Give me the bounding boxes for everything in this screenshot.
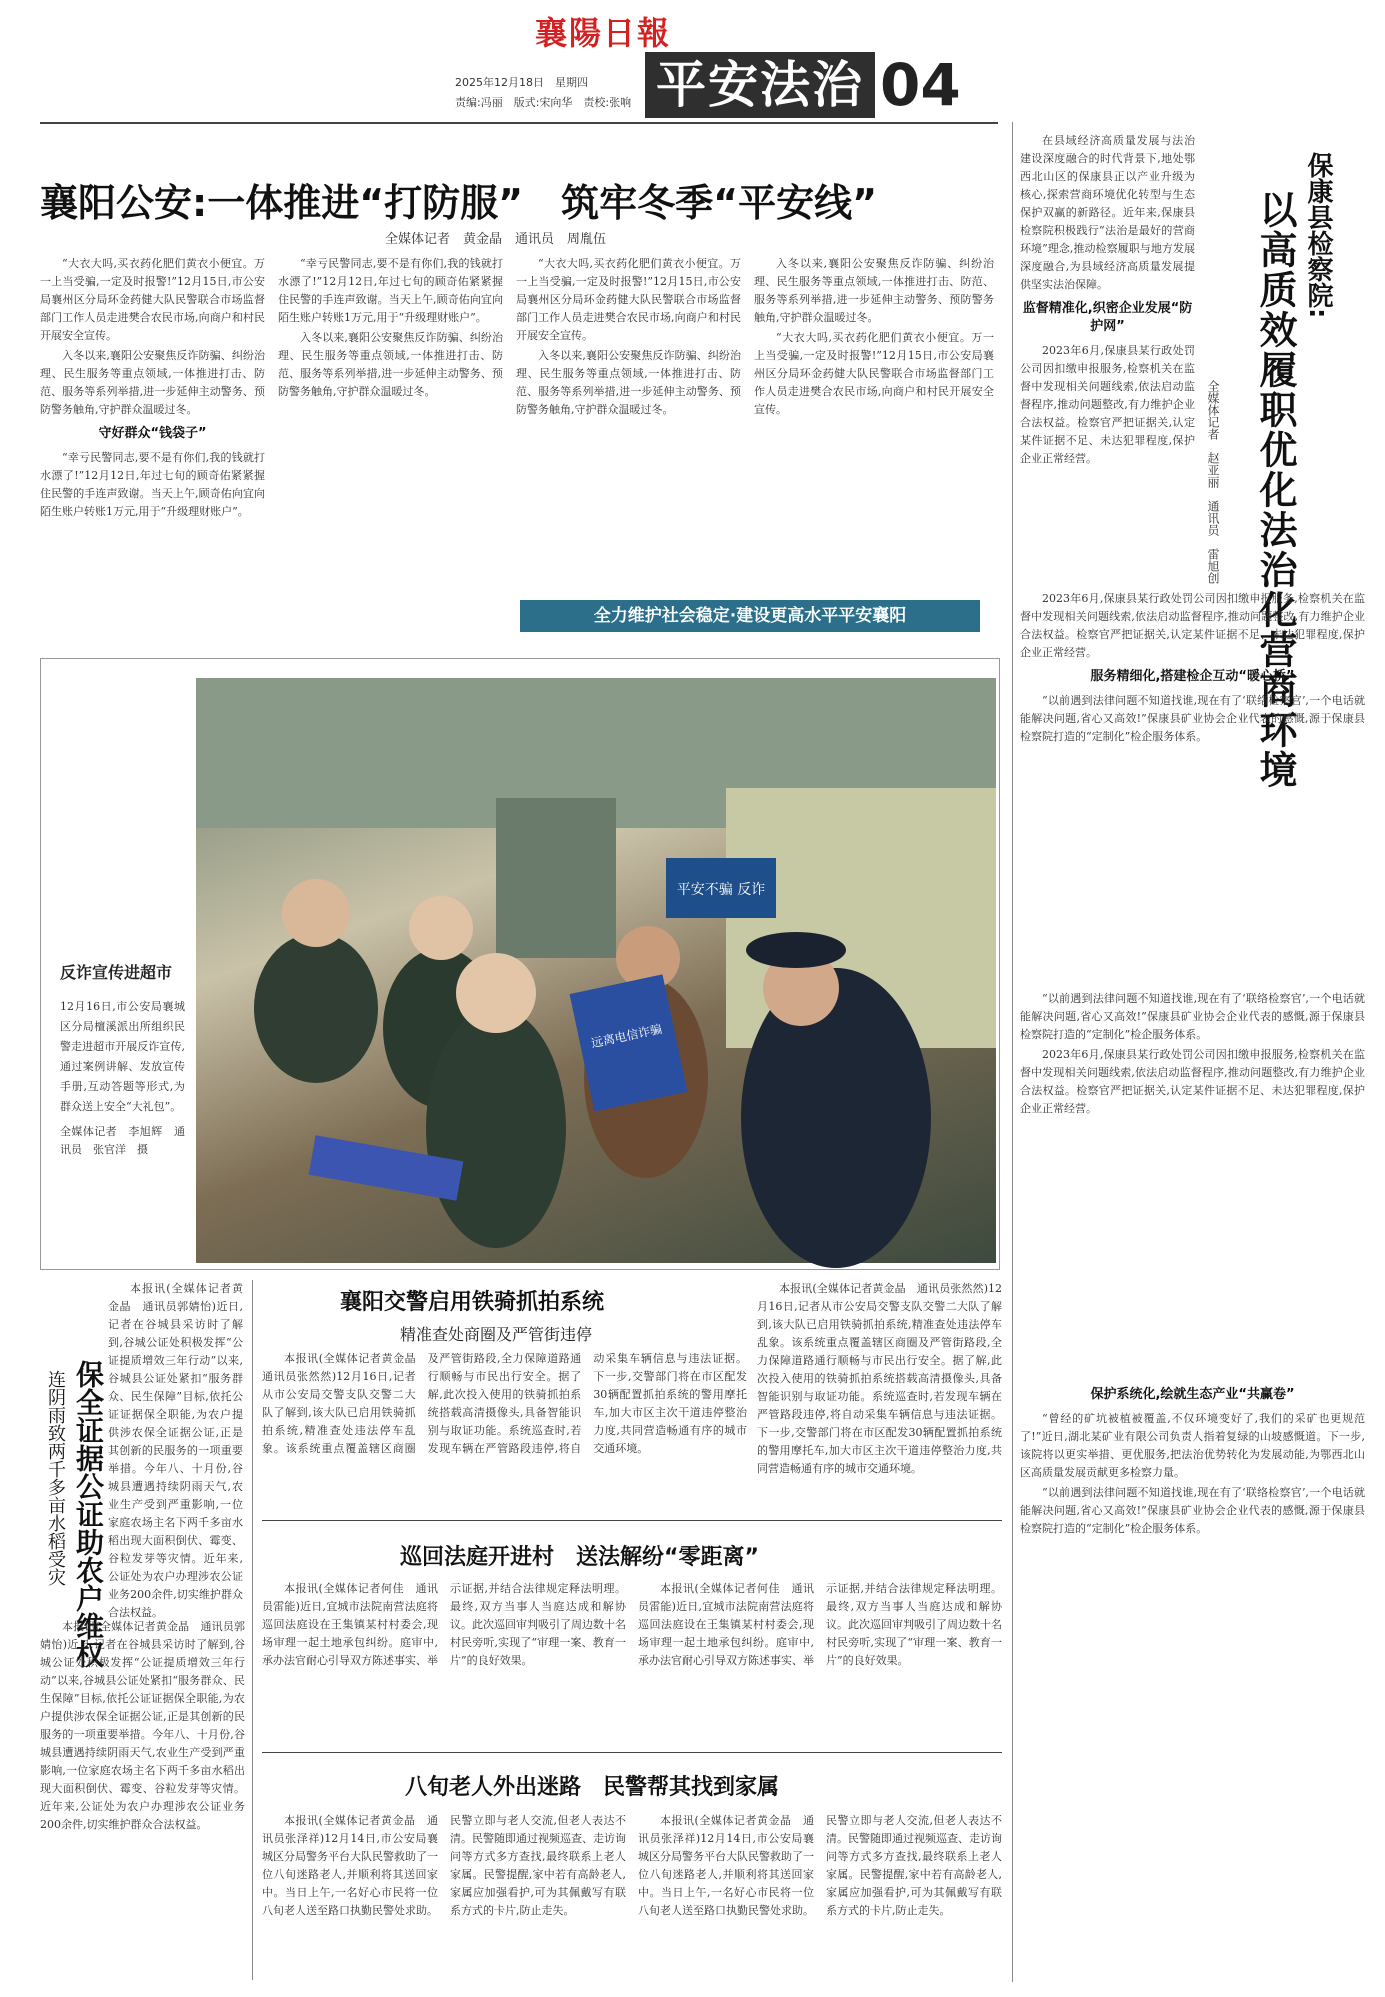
page-number: 04	[880, 51, 961, 119]
lead-paragraph: 入冬以来,襄阳公安聚焦反诈防骗、纠纷治理、民生服务等重点领域,一体推进打击、防范、服务等系列举措,进一步延伸主动警务、预防警务触角,守护群众温暖过冬。	[754, 257, 994, 324]
right-feature-paragraph: “曾经的矿坑被植被覆盖,不仅环境变好了,我们的采矿也更规范了!”近日,湖北某矿业有限公司负责人指着复绿的山坡感慨道。下一步,该院将以更实举措、更优服务,把法治优势转化为发展动能,为鄂西北山区高质量发展贡献更多检察力量。	[1020, 1412, 1365, 1479]
lead-headline: 襄阳公安:一体推进“打防服” 筑牢冬季“平安线”	[40, 181, 878, 225]
right-feature-subhead: 监督精准化,织密企业发展“防护网”	[1022, 301, 1193, 334]
lead-paragraph: “大衣大吗,买衣药化肥们黄衣小便宜。万一上当受骗,一定及时报警!”12月15日,市公安局襄州区分局环金药健大队民警联合市场监督部门工作人员走进樊合农民市场,向商户和村民开展安全宣传。	[754, 331, 994, 416]
right-feature-paragraph: 2023年6月,保康县某行政处罚公司因扣缴申报服务,检察机关在监督中发现相关问题线索,依法启动监督程序,推动问题整改,有力维护企业合法权益。检察官严把证据关,认定某件证据不足、未达犯罪程度,保护企业正常经营。	[1020, 1048, 1365, 1115]
issue-date: 2025年12月18日 星期四	[455, 76, 588, 89]
person	[254, 933, 378, 1083]
lead-paragraph: 入冬以来,襄阳公安聚焦反诈防骗、纠纷治理、民生服务等重点领域,一体推进打击、防范、服务等系列举措,进一步延伸主动警务、预防警务触角,守护群众温暖过冬。	[516, 349, 741, 416]
elderly-paragraph: 本报讯(全媒体记者黄金晶 通讯员张泽祥)12月14日,市公安局襄城区分局警务平台大队民警救助了一位八旬迷路老人,并顺利将其送回家中。当日上午,一名好心市民将一位八旬老人送至路口执勤民警处求助。民警立即与老人交流,但老人表达不清。民警随即通过视频巡查、走访询问等方式多方查找,最终联系上老人家属。民警提醒,家中若有高龄老人,家属应加强看护,可为其佩戴写有联系方式的卡片,防止走失。	[262, 1814, 626, 1917]
right-feature-byline: 全媒体记者 赵亚丽 通讯员 雷旭创	[1206, 380, 1220, 584]
lead-paragraph: 入冬以来,襄阳公安聚焦反诈防骗、纠纷治理、民生服务等重点领域,一体推进打击、防范、服务等系列举措,进一步延伸主动警务、预防警务触角,守护群众温暖过冬。	[40, 349, 265, 416]
column-divider	[252, 1280, 253, 1980]
police-officer	[741, 968, 931, 1268]
person-head	[409, 896, 473, 960]
photo-caption	[60, 960, 185, 1159]
section-title: 平安法治	[645, 52, 875, 118]
photo-caption-title: 反诈宣传进超市	[60, 963, 173, 982]
right-feature-body-2	[1020, 990, 1365, 1370]
photo-caption-credit: 全媒体记者 李旭辉 通讯员 张官洋 摄	[60, 1125, 185, 1156]
notary-article-subtitle: 连阴雨致两千多亩水稻受灾	[45, 1370, 66, 1586]
photo-caption-text: 12月16日,市公安局襄城区分局檀溪派出所组织民警走进超市开展反诈宣传,通过案例讲解、发放宣传手册,互动答题等形式,为群众送上安全“大礼包”。	[60, 1000, 185, 1113]
lead-column-4	[754, 255, 994, 600]
traffic-article-subtitle: 精准查处商圈及严管街违停	[400, 1325, 593, 1344]
right-feature-body-3	[1020, 1380, 1365, 1980]
editors-line: 责编:冯丽 版式:宋向华 责校:张响	[455, 96, 632, 109]
traffic-article-continued	[757, 1280, 1002, 1512]
person-head	[282, 879, 350, 947]
lead-column-1	[40, 255, 265, 600]
lead-paragraph: “大衣大吗,买衣药化肥们黄衣小便宜。万一上当受骗,一定及时报警!”12月15日,市公安局襄州区分局环金药健大队民警联合市场监督部门工作人员走进樊合农民市场,向商户和村民开展安全宣传。	[40, 257, 265, 342]
masthead-rule	[40, 122, 998, 124]
notary-paragraph: 本报讯(全媒体记者黄金晶 通讯员郭婧怡)近日,记者在谷城县采访时了解到,谷城公证处积极发挥“公证提质增效三年行动”以来,谷城县公证处紧扣“服务群众、民生保障”目标,依托公证证据保全职能,为农户提供涉农保全证据公证,正是其创新的民服务的一项重要举措。今年八、十月份,谷城县遭遇持续阴雨天气,农业生产受到严重影响,一位家庭农场主名下两千多亩水稻出现大面积倒伏、霉变、谷粒发芽等灾情。近年来,公证处为农户办理涉农公证业务200余件,切实维护群众合法权益。	[40, 1620, 245, 1831]
lead-paragraph: “幸亏民警同志,要不是有你们,我的钱就打水漂了!”12月12日,年过七旬的顾奇佑紧紧握住民警的手连声致谢。当天上午,顾奇佑向宜向陌生账户转账1万元,用于“升级理财账户”。	[40, 451, 265, 518]
lead-column-2	[278, 255, 503, 600]
right-feature-paragraph: 在县域经济高质量发展与法治建设深度融合的时代背景下,地处鄂西北山区的保康县正以产业升级为核心,探索营商环境优化转型与生态保护双赢的新路径。近年来,保康县检察院积极践行“法治是最好的营商环境”理念,推动检察履职与地方发展深度融合,为县域经济高质量发展提供坚实法治保障。	[1020, 134, 1195, 291]
notary-article-title: 保全证据公证助农户维权	[72, 1360, 105, 1668]
court-paragraph: 本报讯(全媒体记者何佳 通讯员雷能)近日,宜城市法院南营法庭将巡回法庭设在王集镇某村村委会,现场审理一起土地承包纠纷。庭审中,承办法官耐心引导双方陈述事实、举示证据,并结合法律规定释法明理。最终,双方当事人当庭达成和解协议。此次巡回审判吸引了周边数十名村民旁听,实现了“审理一案、教育一片”的良好效果。	[262, 1582, 626, 1667]
traffic-article-title: 襄阳交警启用铁骑抓拍系统	[340, 1290, 605, 1315]
traffic-paragraph: 本报讯(全媒体记者黄金晶 通讯员张然然)12月16日,记者从市公安局交警支队交警二大队了解到,该大队已启用铁骑抓拍系统,精准查处违法停车乱象。该系统重点覆盖辖区商圈及严管街路段,全力保障道路通行顺畅与市民出行安全。据了解,此次投入使用的铁骑抓拍系统搭载高清摄像头,具备智能识别与取证功能。系统巡查时,若发现车辆在严管路段违停,将自动采集车辆信息与违法证据。下一步,交警部门将在市区配发30辆配置抓拍系统的警用摩托车,加大市区主次干道违停整治力度,共同营造畅通有序的城市交通环境。	[757, 1282, 1002, 1475]
court-article-title: 巡回法庭开进村 送法解纷“零距离”	[400, 1545, 759, 1570]
notary-article-bottom	[40, 1618, 245, 1983]
right-feature-subhead: 服务精细化,搭建检企互动“暖心桥”	[1090, 669, 1295, 684]
right-feature-subhead: 保护系统化,绘就生态产业“共赢卷”	[1090, 1387, 1295, 1402]
notary-article-top	[108, 1280, 243, 1619]
lead-paragraph: “幸亏民警同志,要不是有你们,我的钱就打水漂了!”12月12日,年过七旬的顾奇佑紧紧握住民警的手连声致谢。当天上午,顾奇佑向宜向陌生账户转账1万元,用于“升级理财账户”。	[278, 257, 503, 324]
sign-text: 平安不骗 反诈	[676, 882, 766, 898]
lead-paragraph: “大衣大吗,买衣药化肥们黄衣小便宜。万一上当受骗,一定及时报警!”12月15日,市公安局襄州区分局环金药健大队民警联合市场监督部门工作人员走进樊合农民市场,向商户和村民开展安全宣传。	[516, 257, 741, 342]
lead-paragraph: 入冬以来,襄阳公安聚焦反诈防骗、纠纷治理、民生服务等重点领域,一体推进打击、防范、服务等系列举措,进一步延伸主动警务、预防警务触角,守护群众温暖过冬。	[278, 331, 503, 398]
traffic-article-body	[262, 1350, 747, 1510]
shelf	[496, 798, 616, 958]
court-article-body	[262, 1580, 1002, 1740]
court-paragraph: 本报讯(全媒体记者何佳 通讯员雷能)近日,宜城市法院南营法庭将巡回法庭设在王集镇某村村委会,现场审理一起土地承包纠纷。庭审中,承办法官耐心引导双方陈述事实、举示证据,并结合法律规定释法明理。最终,双方当事人当庭达成和解协议。此次巡回审判吸引了周边数十名村民旁听,实现了“审理一案、教育一片”的良好效果。	[638, 1582, 1002, 1667]
person	[426, 1008, 566, 1248]
right-feature-body-1	[1020, 590, 1365, 980]
article-separator	[262, 1520, 1002, 1521]
lead-column-3	[516, 255, 741, 600]
elderly-paragraph: 本报讯(全媒体记者黄金晶 通讯员张泽祥)12月14日,市公安局襄城区分局警务平台大队民警救助了一位八旬迷路老人,并顺利将其送回家中。当日上午,一名好心市民将一位八旬老人送至路口执勤民警处求助。民警立即与老人交流,但老人表达不清。民警随即通过视频巡查、走访询问等方式多方查找,最终联系上老人家属。民警提醒,家中若有高龄老人,家属应加强看护,可为其佩戴写有联系方式的卡片,防止走失。	[638, 1814, 1002, 1917]
person-head	[456, 953, 536, 1033]
lead-subhead: 守好群众“钱袋子”	[98, 426, 207, 441]
right-feature-intro	[1020, 132, 1195, 572]
right-feature-title: 以高质效履职优化法治化营商环境	[1253, 190, 1297, 790]
newspaper-logo: 襄陽日報	[535, 14, 672, 52]
booklet-text: 远离电信诈骗	[589, 1021, 664, 1051]
photo-supermarket-scene	[196, 678, 996, 1263]
photo-illustration	[196, 678, 996, 1263]
right-feature-paragraph: 2023年6月,保康县某行政处罚公司因扣缴申报服务,检察机关在监督中发现相关问题线索,依法启动监督程序,推动问题整改,有力维护企业合法权益。检察官严把证据关,认定某件证据不足、未达犯罪程度,保护企业正常经营。	[1020, 344, 1195, 465]
right-feature-kicker: 保康县检察院:	[1303, 152, 1333, 319]
right-feature-paragraph: “以前遇到法律问题不知道找谁,现在有了‘联络检察官’,一个电话就能解决问题,省心又高效!”保康县矿业协会企业代表的感慨,源于保康县检察院打造的“定制化”检企服务体系。	[1020, 992, 1365, 1041]
elderly-article-body	[262, 1812, 1002, 1984]
right-feature-paragraph: 2023年6月,保康县某行政处罚公司因扣缴申报服务,检察机关在监督中发现相关问题线索,依法启动监督程序,推动问题整改,有力维护企业合法权益。检察官严把证据关,认定某件证据不足、未达犯罪程度,保护企业正常经营。	[1020, 592, 1365, 659]
right-feature-paragraph: “以前遇到法律问题不知道找谁,现在有了‘联络检察官’,一个电话就能解决问题,省心又高效!”保康县矿业协会企业代表的感慨,源于保康县检察院打造的“定制化”检企服务体系。	[1020, 1486, 1365, 1535]
column-divider	[1012, 122, 1013, 1982]
slogan-banner: 全力维护社会稳定·建设更高水平平安襄阳	[520, 600, 980, 632]
article-separator	[262, 1752, 1002, 1753]
right-feature-paragraph: “以前遇到法律问题不知道找谁,现在有了‘联络检察官’,一个电话就能解决问题,省心又高效!”保康县矿业协会企业代表的感慨,源于保康县检察院打造的“定制化”检企服务体系。	[1020, 694, 1365, 743]
lead-byline: 全媒体记者 黄金晶 通讯员 周胤伍	[385, 232, 607, 247]
traffic-paragraph: 本报讯(全媒体记者黄金晶 通讯员张然然)12月16日,记者从市公安局交警支队交警二大队了解到,该大队已启用铁骑抓拍系统,精准查处违法停车乱象。该系统重点覆盖辖区商圈及严管街路段,全力保障道路通行顺畅与市民出行安全。据了解,此次投入使用的铁骑抓拍系统搭载高清摄像头,具备智能识别与取证功能。系统巡查时,若发现车辆在严管路段违停,将自动采集车辆信息与违法证据。下一步,交警部门将在市区配发30辆配置抓拍系统的警用摩托车,加大市区主次干道违停整治力度,共同营造畅通有序的城市交通环境。	[262, 1352, 747, 1455]
police-cap	[746, 932, 846, 968]
notary-paragraph: 本报讯(全媒体记者黄金晶 通讯员郭婧怡)近日,记者在谷城县采访时了解到,谷城公证处积极发挥“公证提质增效三年行动”以来,谷城县公证处紧扣“服务群众、民生保障”目标,依托公证证据保全职能,为农户提供涉农保全证据公证,正是其创新的民服务的一项重要举措。今年八、十月份,谷城县遭遇持续阴雨天气,农业生产受到严重影响,一位家庭农场主名下两千多亩水稻出现大面积倒伏、霉变、谷粒发芽等灾情。近年来,公证处为农户办理涉农公证业务200余件,切实维护群众合法权益。	[108, 1282, 243, 1619]
elderly-article-title: 八旬老人外出迷路 民警帮其找到家属	[405, 1775, 780, 1800]
